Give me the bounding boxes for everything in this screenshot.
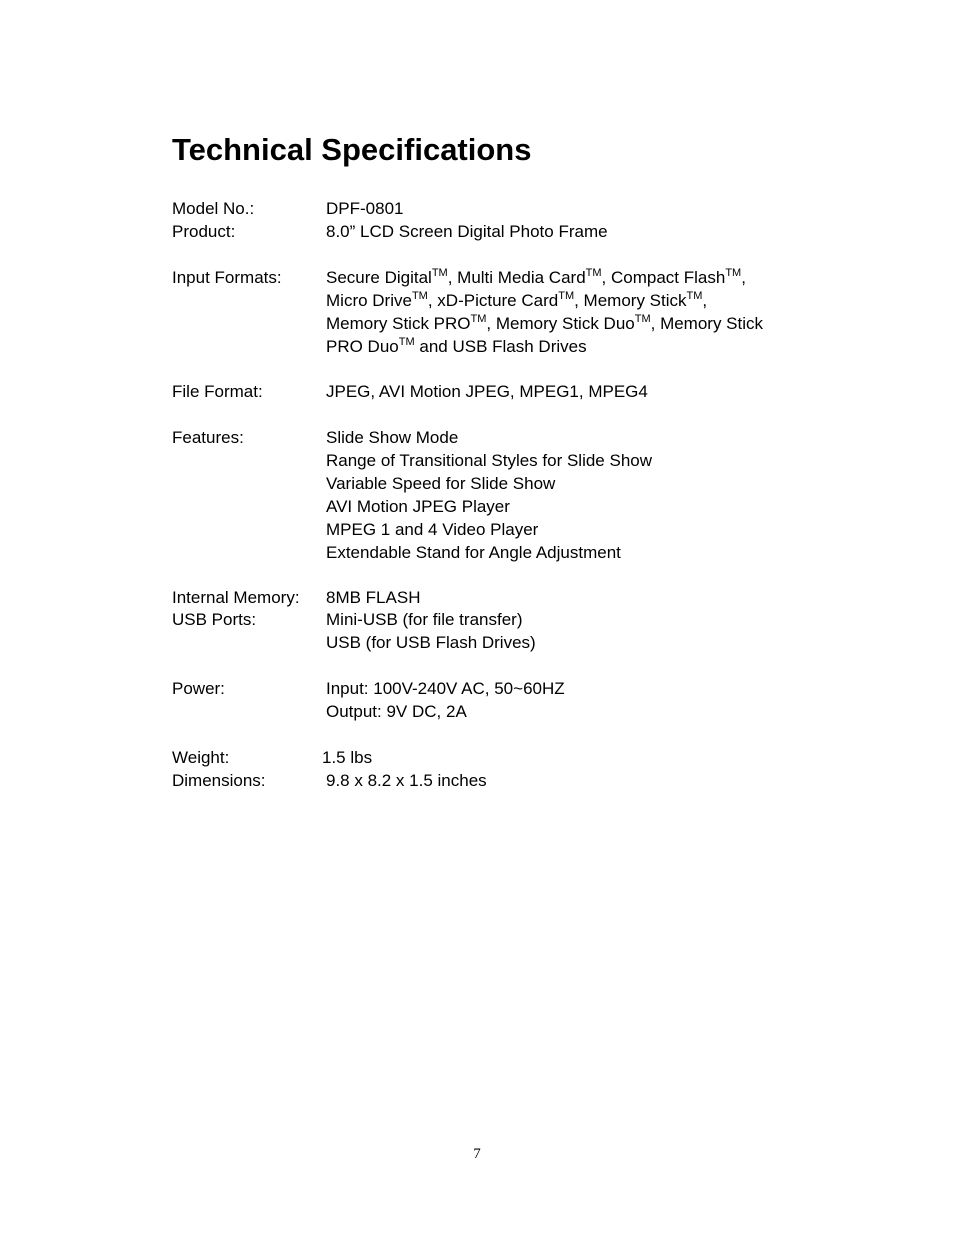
feature-item: MPEG 1 and 4 Video Player — [326, 520, 539, 539]
spec-label: Model No.: — [172, 199, 255, 218]
input-format-line: PRO Duo™ and USB Flash Drives — [326, 336, 587, 356]
trademark-mark: TM — [470, 313, 487, 325]
trademark-mark: TM — [725, 267, 742, 279]
spec-label: USB Ports: — [172, 610, 257, 629]
usb-port-item: Mini-USB (for file transfer) — [326, 610, 523, 629]
feature-item: Range of Transitional Styles for Slide Show — [326, 451, 653, 470]
spec-value: 1.5 lbs — [322, 748, 373, 767]
spec-value: JPEG, AVI Motion JPEG, MPEG1, MPEG4 — [326, 382, 648, 401]
spec-value: 8MB FLASH — [326, 588, 421, 607]
trademark-mark: TM — [634, 313, 651, 325]
feature-item: Slide Show Mode — [326, 428, 459, 447]
page-title: Technical Specifications — [172, 132, 532, 167]
spec-label: Power: — [172, 679, 225, 698]
spec-value: 9.8 x 8.2 x 1.5 inches — [326, 771, 487, 790]
spec-label: Features: — [172, 428, 244, 447]
trademark-mark: TM — [558, 290, 575, 302]
spec-label: Product: — [172, 222, 236, 241]
spec-label: Input Formats: — [172, 268, 282, 287]
trademark-mark: TM — [431, 267, 448, 279]
usb-port-item: USB (for USB Flash Drives) — [326, 633, 536, 652]
power-item: Input: 100V-240V AC, 50~60HZ — [326, 679, 565, 698]
feature-item: Extendable Stand for Angle Adjustment — [326, 543, 621, 562]
spec-label: Weight: — [172, 748, 230, 767]
feature-item: Variable Speed for Slide Show — [326, 474, 556, 493]
trademark-mark: TM — [398, 336, 415, 348]
spec-value: DPF-0801 — [326, 199, 404, 218]
page-number: 7 — [473, 1146, 481, 1162]
spec-label: Dimensions: — [172, 771, 266, 790]
input-format-line: Secure Digital™, Multi Media Card™, Compact Flash™, — [326, 267, 746, 287]
spec-value-list — [326, 608, 536, 654]
trademark-mark: TM — [686, 290, 703, 302]
spec-value: 8.0” LCD Screen Digital Photo Frame — [326, 222, 608, 241]
input-format-line: Memory Stick PRO™, Memory Stick Duo™, Memory Stick — [326, 313, 764, 333]
trademark-mark: TM — [411, 290, 428, 302]
spec-label: File Format: — [172, 382, 263, 401]
feature-item: AVI Motion JPEG Player — [326, 497, 510, 516]
power-item: Output: 9V DC, 2A — [326, 702, 467, 721]
spec-value-list — [326, 677, 565, 723]
trademark-mark: TM — [585, 267, 602, 279]
input-format-line: Micro Drive™, xD-Picture Card™, Memory Stick™, — [326, 290, 708, 310]
spec-value-list — [326, 426, 652, 564]
spec-label: Internal Memory: — [172, 588, 300, 607]
spec-value-list — [326, 266, 763, 358]
